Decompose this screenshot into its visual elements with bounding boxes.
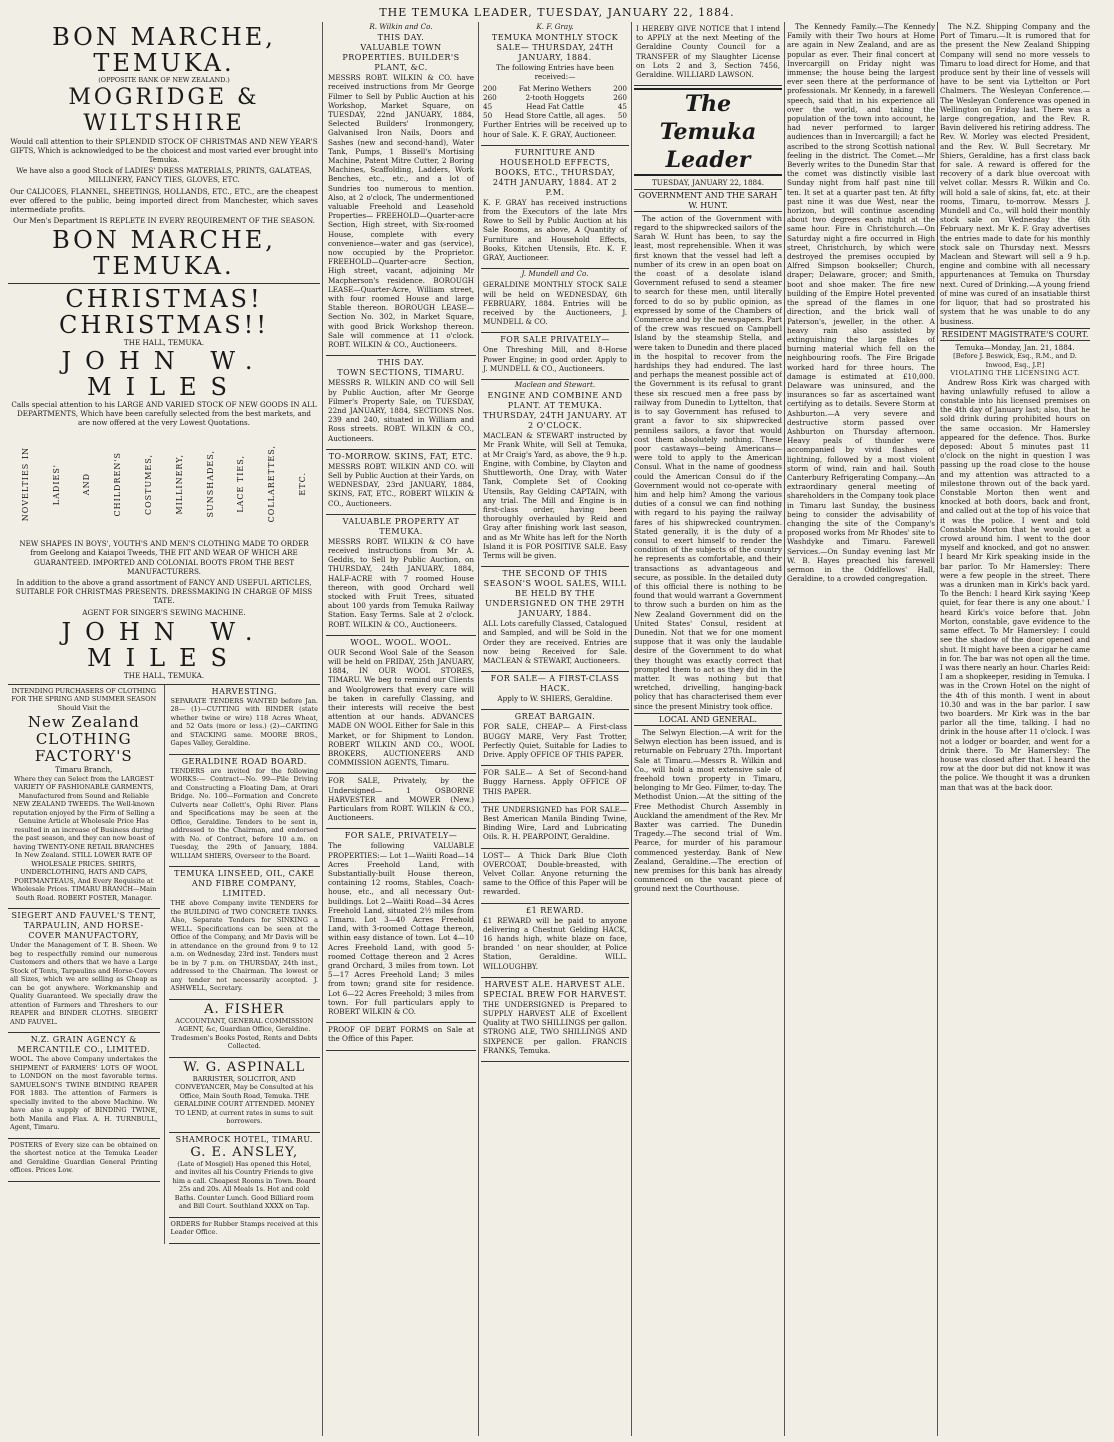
ad-title: THIS DAY. [377,33,425,43]
ad-title: New Zealand CLOTHING FACTORY'S [27,713,140,766]
ad-title: TEMUKA MONTHLY STOCK SALE— THURSDAY, 24TH JANUARY, 1884. [491,33,619,63]
ad-text: BARRISTER, SOLICITOR, AND CONVEYANCER, May be Consulted at his Office, Main South Road, Temuka. THE GERALDINE COURT ATTENDED. MONEY TO LEND, at current rates in sums to suit borrowers. [174,1074,315,1126]
column-4 [634,22,782,1436]
stock-row [483,102,627,111]
ad-text: NEW SHAPES IN BOYS', YOUTH'S AND MEN'S CLOTHING MADE TO ORDER from Geelong and Kaiapoi Tweeds, THE FIT AND WEAR OF WHICH ARE GUARANTEED. IMPORTED AND COLONIAL BOOTS FROM THE BEST MANUFACTURERS. [19,539,309,576]
ad-text: We have also a good Stock of LADIES' DRESS MATERIALS, PRINTS, GALATEAS, MILLINERY, FANCY TIES, GLOVES, ETC. [16,166,312,185]
proof-ad [326,1023,476,1050]
linseed-ad [169,867,321,1000]
ad-title: JOHN W. MILES [61,346,267,401]
ad-text: I HEREBY GIVE NOTICE that I intend to APPLY at the next Meeting of the Geraldine County Council for a TRANSFER of my Slaughter License on Lots 2 and 3, Section 7456, Geraldine. WILLIARD LAWSON. [636,24,780,80]
ad-text: Where they can Select from the LARGEST VARIETY OF FASHIONABLE GARMENTS, Manufactured from Sound and Reliable NEW ZEALAND TWEEDS. The Well-known reputation enjoyed by the Firm of Selling a Genuine Article at Wholesale Price Has resulted in an increase of Business during the past season, and they can now boast of having TWENTY-ONE RETAIL BRANCHES In New Zealand. STILL LOWER RATE OF WHOLESALE PRICES. SHIRTS, UNDERCLOTHING, HATS AND CAPS, PORTMANTEAUS, And Every Requisite at Wholesale Prices. TIMARU BRANCH—Main South Road. ROBERT FOSTER, Manager. [11,774,157,902]
stock-desc: Head Fat Cattle [526,102,584,112]
ad-title: TEMUKA LINSEED, OIL, CAKE AND FIBRE COMPANY, LIMITED. [174,869,315,899]
stock-count: 260 [613,92,627,102]
stock-count: 50 [483,111,493,121]
ad-title: FURNITURE AND HOUSEHOLD EFFECTS, BOOKS, ETC., THURSDAY, 24TH JANUARY, 1884. AT 2 P.M. [492,147,618,197]
newspaper-flag: The Temuka Leader [634,88,782,176]
vertical-item: ETC. [297,472,307,496]
ad-title: BON MARCHE, TEMUKA. [52,226,276,281]
ad-text: POSTERS of Every size can be obtained on the shortest notice at the Temuka Leader and Geraldine Guardian General Printing offices. Prices Low. [10,1140,158,1175]
valuable-property-ad [326,515,476,636]
ad-title: FOR SALE— A FIRST-CLASS HACK. [490,674,620,694]
column-rule [631,22,632,1436]
ad-subtitle: SPECIAL BREW FOR HARVEST. [483,989,627,999]
article-body: The Kennedy Family.—The Kennedy Family with their Two hours at Home are again in New Zealand, and are as popular as ever. Their final concert at Invercargill on Friday night was immense; the house being the largest ever seen there at the performance of professionals. Mr Kennedy, in a farewell speech, said that in his experience all over the world, and taking the population of the town into account, he had never performed to larger audiences than in Invercargill; a fact he ascribed to the strong Scottish national feeling in the district. The Comet.—Mr Beverly writes to the Dunedin Star that the comet was distinctly visible last Sunday night from half past nine till ten. It set at a quarter past ten. At fifty past nine it was due West, near the horizon, but will continue ascending about two degrees each night at the same hour. Fire in Christchurch.—On Saturday night a fire occurred in High street, Christchurch, by which were destroyed the premises occupied by Alfred Simpson bookseller; Church, draper; Delaware, grocer; and Smith, boot and shoe maker. The fire new building of the Empire Hotel prevented the spread of the flames in one direction, and the brick wall of Paterson's, jeweller, in the other. A heavy rain also assisted by extinguishing the large flakes of burning material which fell on the neighbouring roofs. The Fire Brigade worked hard for three hours. The damage is estimated at £10,000. Delaware was uninsured, and the insurances so far as ascertained want certifying as to details. Severe Storm at Ashburton.—A very severe and destructive storm passed over Ashburton on Thursday afternoon. Heavy peals of thunder were accompanied by vivid flashes of lightning, followed by a most violent storm of wind, rain and hail. South Canterbury Refrigerating Company.—An extraordinary general meeting of shareholders in the Company took place in Timaru last Sunday, the business being to consider the advisability of changing the site of the Company's proposed works from Mr Rhodes' site to Washdyke and Timaru. Farewell Services.—On Sunday evening last Mr W. B. Hayes preached his farewell sermon in the Oddfellows' Hall, Geraldine, to a crowded congregation. [787,22,935,584]
road-board-ad [169,755,321,868]
ad-text: MESSRS ROBT. WILKIN & CO have received instructions from Mr A. Geddis, to Sell by Public Auction, on THURSDAY, 24th JANUARY, 1884, HALF-ACRE with 7 roomed House thereon, with good Orchard well stocked with Fruit Trees, situated about 100 yards from Temuka Railway Station. Easy Terms. Sale at 2 o'clock. ROBT. WILKIN & CO., Auctioneers. [328,536,474,629]
vertical-item: CHILDREN'S [113,451,123,517]
ad-text: ALL Lots carefully Classed, Catalogued and Sampled, and will be Sold in the Order they are received. Entries are now being Received for Sale. MACLEAN & STEWART, Auctioneers. [483,619,627,665]
column-2 [326,22,476,1436]
ad-title: THE SECOND OF THIS SEASON'S WOOL SALES, WILL BE HELD BY THE UNDERSIGNED ON THE 29TH JANUARY, 1884. [483,569,627,619]
aspinall-ad [169,1058,321,1133]
ad-text: K. F. GRAY has received instructions from the Executors of the late Mrs Rowe to Sell by Public Auction at his Sale Rooms, as above, A Quantity of Furniture and Household Effects, Books, Kitchen Utensils, Etc. K. F. GRAY, Auctioneer. [483,197,627,263]
harness-ad [481,766,629,803]
ad-text: Would call attention to their SPLENDID STOCK OF CHRISTMAS AND NEW YEAR'S GIFTS, Which is acknowledged to be the choicest and most varied ever brought into Temuka. [10,136,318,164]
ad-text: THE UNDERSIGNED is Prepared to SUPPLY HARVEST ALE of Excellent Quality at TWO SHILLINGS per gallon. STRONG ALE, TWO SHILLINGS AND SIXPENCE per gallon. FRANCIS FRANKS, Temuka. [483,999,627,1055]
vertical-item: COLLARETTES, [267,445,277,523]
column-rule [322,22,323,1436]
section-head: R. Wilkin and Co. [369,22,433,31]
ad-text: Our Men's Department IS REPLETE IN EVERY REQUIREMENT OF THE SEASON. [13,216,315,226]
stock-count: 200 [483,83,497,93]
ad-text: Calls special attention to his LARGE AND VARIED STOCK OF NEW GOODS IN ALL DEPARTMENTS, Which have been carefully selected from the best markets, and are now offered at the very Lowest Quotations. [11,399,317,427]
vertical-item: COSTUMES, [143,453,153,515]
column-rule [937,22,938,1436]
article-body: The N.Z. Shipping Company and the Port of Timaru.—It is rumored that for the present the New Zealand Shipping Company will send no more vessels to Timaru to load direct for Home, and that produce sent by their line of vessels will have to be sent via Lyttelton or Port Chalmers. The Wesleyan Conference.—The Wesleyan Conference was opened in Wellington on Friday last. There was a large congregation, and the Rev. R. Bavin delivered his retiring address. The Rev. W. Morley was elected President, and the Rev. W. Bull Secretary. Mr Shiers, Geraldine, has a first class back for sale. A reward is offered for the recovery of a dark blue overcoat with velvet collar. Messrs R. Wilkin and Co. will hold a sale of skins, fat, etc. at their rooms, Timaru, to-morrow. Messrs J. Mundell and Co., will hold their monthly stock sale on Wednesday the 6th February next. Mr K. F. Gray advertises the entries made to date for his monthly stock sale on Thursday next. Messrs Maclean and Stewart will sell a 9 h.p. engine and combine with all necessary appurtenances at Temuka on Thursday next. Cured of Drinking.—A young friend of mine was cured of an insatiable thirst for liquor, that had so prostrated his system that he was unable to do any business. [940,22,1090,326]
ad-text: LOST— A Thick Dark Blue Cloth OVERCOAT, Double-breasted, with Velvet Collar. Anyone returning the same to the Office of this Paper will be rewarded. [483,850,627,897]
column-1b [165,685,321,1244]
fisher-ad [169,1000,321,1058]
ad-subtitle: G. E. ANSLEY, [190,1144,299,1160]
ad-text: OUR Second Wool Sale of the Season will be held on FRIDAY, 25th JANUARY, 1884, IN OUR WOOL STORES, TIMARU. We beg to remind our Clients and Woolgrowers that every care will be taken in carefully Classing, and their interests will receive the best attention at our hands. ADVANCES MADE ON WOOL Either for Sale in this Market, or for Shipment to London. ROBERT WILKIN AND CO., WOOL BROKERS, AUCTIONEERS AND COMMISSION AGENTS, Timaru. [328,647,474,768]
column-6 [940,22,1090,1436]
section-head: K. F. Gray. [536,22,574,31]
vertical-list [10,429,318,539]
ad-title: ENGINE AND COMBINE AND PLANT. AT TEMUKA. THURSDAY, 24TH JANUARY. AT 2 O'CLOCK. [483,391,627,431]
ad-title: A. FISHER [204,1001,285,1017]
ad-text: THE above Company invite TENDERS for the BUILDING of TWO CONCRETE TANKS. Also, Separate Tenders for SINKING a WELL. Specifications can be seen at the Office of the Company, and Mr Davis will be in attendance on the ground from 9 to 12 a.m. on Wednesday, 23rd inst. Tenders must be in by 7 p.m. on THURSDAY, 24th inst., addressed to the Chairman. The lowest or any tender not necessarily accepted. J. ASHWELL, Secretary. [170,899,318,993]
ad-title: HARVEST ALE. HARVEST ALE. [484,979,626,989]
ad-text: Our CALICOES, FLANNEL, SHEETINGS, HOLLANDS, ETC., ETC., are the cheapest ever offered to the public, being imported direct from Manchester, which saves intermediate profits. [10,186,318,214]
ad-title: VALUABLE PROPERTY AT TEMUKA. [342,516,460,536]
ad-text: MESSRS R. WILKIN AND CO will Sell by Public Auction, after Mr George Filmer's Property Sale, on TUESDAY, 22nd JANUARY, 1884, SECTIONS Nos. 239 and 240, situated in William and Ross streets. ROBT. WILKIN & CO., Auctioneers. [328,378,474,443]
column-1a [8,685,165,1244]
engine-ad [481,389,629,567]
court-subtitle: VIOLATING THE LICENSING ACT. [950,369,1080,378]
ad-text: (Late of Mosgiel) Has opened this Hotel, and invites all his Country Friends to give him a call. Cheapest Rooms in Town. Board 25s and 20s. All Meals 1s. Hot and cold Baths. Counter Lunch. Good Billiard room and Bill Court. Southland XXXX on Tap. [172,1159,316,1211]
reward-ad [481,904,629,978]
bargain-ad [481,710,629,766]
article-body: Andrew Ross Kirk was charged with having unlawfully refused to allow a constable into his licensed premises on the 4th day of January last; also, that he sold drink during prohibited hours on the same occasion. Mr Hamersley appeared for the defence. Thos. Burke deposed: About 5 minutes past 11 o'clock on the night in question I was passing up the road close to the house and my attention was attracted to a milestone thrown out of the back yard. Constable Morton then went and knocked at both doors, back and front, and called out at the top of his voice that it was the police. I went and told Constable Morton that he would get a crowd around him. I went to the door myself and knocked, and got no answer. I heard Mr Kirk speaking inside in the bar parlor. To Mr Hamersley: There were a few people in the street. There was a drunken man in Kirk's back yard. To the Bench: I heard Kirk saying 'Keep quiet, for fear there is any one about.' I heard Kirk's voice before that. John Morton, constable, gave evidence to the same effect. To Mr Hamersley: I could see the shadow of the door opened and shut. It might have been a cigar he came in for. The bar was not open all the time. I was there nearly an hour. Charles Reid: I am a shopkeeper, residing in Temuka. I was in the Crown Hotel on the night of the 4th of this month. I went in about 10.30 and was in the bar parlor. I saw two boarders. Mr Kirk was in the bar parlor all the time, talking. I had no drink in the house after 11 o'clock. I was not a lodger or boarder, and went for a drink there. To Mr Hamersley: The house was closed after that. I heard the row at the door but did not know it was the police. We thought it was a drunken man that was at the back door. [940,377,1090,792]
ad-text: TENDERS are invited for the following WORKS:— Contract—No. 99—Pile Driving and Constructing a Floating Dam, at Orari Bridge. No. 100—Formation and Concrete Culverts near Collett's, Ophi River. Plans and Specifications may be seen at the Office, Geraldine. Tenders to be sent in, addressed to the Chairman, and endorsed with No. of Contract, before 10 a.m. on Tuesday, the 29th of January, 1884. WILLIAM SHIERS, Overseer to the Board. [170,766,318,860]
ad-text: GERALDINE MONTHLY STOCK SALE will be held on WEDNESDAY, 6th FEBRUARY, 1884. Entries will be received by the Auctioneers, J. MUNDELL & CO. [483,280,627,327]
mundell-ad [481,278,629,333]
ad-text: PROOF OF DEBT FORMS on Sale at the Office of this Paper. [328,1025,474,1044]
ad-text: MESSRS ROBT. WILKIN & CO. have received instructions from Mr George Filmer to Sell by Public Auction at his Workshop, Market Square, on TUESDAY, 22nd JANUARY, 1884, Selected Builders' Ironmongery, Galvanised Iron Nails, Doors and Sashes (new and second-hand), Water Tank, Pumps, 1 Bissell's Mortising Machine, Patent Mitre Cutter, 2 Boring Machines, Scaffolding, Ladders, Work Benches, etc., etc., and a lot of Sundries too numerous to mention. Also, at 2 o'clock, The undermentioned valuable Freehold and Leasehold Properties— FREEHOLD—Quarter-acre Section, High street, with Six-roomed House, complete with every convenience—water and gas (service), now occupied by the Proprietor. FREEHOLD—Quarter-acre Section, High street, vacant, adjoining Mr Macpherson's residence. BOROUGH LEASE—Quarter-Acre, William street, with four roomed House and large Stable thereon. BOROUGH LEASE—Section No. 302, in Market Square, with good Brick Workshop thereon. Sale will commence at 11 o'clock. ROBT. WILKIN & CO., Auctioneers. [328,73,474,350]
ad-title: SIEGERT AND FAUVEL'S TENT, TARPAULIN, AND HORSE-COVER MANUFACTORY, [11,911,157,941]
column-rule [784,22,785,1436]
notice-ad [634,22,782,86]
ad-text: MACLEAN & STEWART instructed by Mr Frank White, will Sell at Temuka, at Mr Craig's Yard, as above, the 9 h.p. Engine, with Combine, by Clayton and Shuttleworth, One Dray, with Water Tank, Complete Set of Cooking Utensils, Ray Gelding CAPTAIN, with any trial. The Mill and Engine is in first-class order, having been thoroughly overhauled by Reid and Gray after finishing work last season, and as Mr White has left for the North Island it is FOR POSITIVE SALE. Easy Terms will be given. [483,431,627,560]
siegert-ad [8,909,160,1033]
ad-title: N.Z. GRAIN AGENCY & MERCANTILE CO., LIMITED. [17,1035,151,1055]
ad-title: FOR SALE PRIVATELY— [500,335,610,345]
stock-desc: Fat Merino Wethers [518,83,592,93]
ad-text: ACCOUNTANT, GENERAL COMMISSION AGENT, &c, Guardian Office, Geraldine. Tradesmen's Books Posted, Rents and Debts Collected. [171,1016,318,1051]
ad-title: W. G. ASPINALL [183,1059,306,1075]
court-bench: [Before J. Beswick, Esq., R.M., and D. Inwood, Esq., J.P.] [953,352,1077,369]
stock-count: 260 [483,92,497,102]
grain-agency-ad [8,1033,160,1139]
ad-text: SEPARATE TENDERS WANTED before Jan. 28— (1)—CUTTING with BINDER (state whether twine or wire) 118 Acres Wheat, and 52 Oats (more or less.) (2)—CARTING and STACKING same. MOORE BROS., Gapes Valley, Geraldine. [170,696,318,748]
harvesting-ad [169,685,321,755]
ad-title: BON MARCHE, TEMUKA. [52,23,276,77]
ad-text: One Threshing Mill, and 8-Horse Power Engine; in good order. Apply to J. MUNDELL & CO., Auctioneers. [483,345,627,373]
ad-text: The following Entries have been received:— [496,63,614,82]
ad-text: FOR SALE, Privately, by the Undersigned— 1 OSBORNE HARVESTER and MOWER (New.) Particulars from ROBT. WILKIN & CO., Auctioneers. [328,776,474,823]
ad-text: THE UNDERSIGNED has FOR SALE— Best American Manila Binding Twine, Binding Wire, Lard and Lubricating Oils. R. H. PEARPOINT, Geraldine. [483,804,627,842]
ad-text: FOR SALE, CHEAP— A First-class BUGGY MARE, Very Fast Trotter, Perfectly Quiet, Suitable for Ladies to Drive. Apply OFFICE OF THIS PAPER. [483,722,627,759]
ad-title: HARVESTING. [211,686,277,696]
binding-ad [481,803,629,849]
stock-count: 200 [613,83,627,93]
vertical-item: AND [82,473,92,496]
ad-subtitle: (OPPOSITE BANK OF NEW ZEALAND.) [98,76,230,84]
ad-title: MOGRIDGE & WILTSHIRE [68,84,260,136]
issue-date: TUESDAY, JANUARY 22, 1884. [652,178,764,188]
clothing-factory-ad [8,685,160,909]
john-miles-ad [8,284,320,685]
ad-text: Further Entries will be received up to hour of Sale. K. F. GRAY, Auctioneer. [483,120,627,139]
stock-row [483,84,627,93]
ad-text: The following VALUABLE PROPERTIES:— Lot 1—Waiiti Road—14 Acres Freehold Land, with Substantially-built House thereon, containing 12 rooms, Stables, Coach-house, etc., and all necessary Out-buildings. Lot 2—Waiiti Road—34 Acres Freehold Land, situated 2½ miles from Timaru. Lot 3—40 Acres Freehold Land, with 3-roomed Cottage thereon, within easy distance of town. Lot 4—10 Acres Freehold Land, with good 5-roomed Cottage thereon and 2 Acres grand Orchard, 3 miles from town. Lot 5—17 Acres Freehold Land; 3 miles from town; grand site for residence. Lot 6—22 Acres Freehold; 3 miles from town. For full particulars apply to ROBERT WILKIN & CO. [328,841,474,1017]
ad-text: WOOL. The above Company undertakes the SHIPMENT of FARMERS' LOTS OF WOOL to LONDON on the most favorable terms. SAMUELSON'S TWINE BINDING REAPER FOR 1883. The attention of Farmers is specially invited to the above Machine. We have also a supply of BINDING TWINE, both Manila and Flax. A. H. TURNBULL, Agent, Timaru. [10,1055,158,1132]
court-date: Temuka—Monday, Jan. 21, 1884. [955,342,1075,352]
page-masthead: THE TEMUKA LEADER, TUESDAY, JANUARY 22, 1884. [379,6,735,19]
article-body: The action of the Government with regard to the shipwrecked sailors of the Sarah W. Hunt has been, to say the least, most reprehensible. When it was first known that the vessel had left a number of its crew in an open boat on the coast of a desolate island Government refused to send a steamer to search for these men, until literally forced to do so by public opinion, as expressed by some of the Chambers of Commerce and by the newspapers. Part of the crew was rescued on Campbell Island by the steamship Stella, and were taken to Dunedin and there placed in the hospital to recover from the hardships they had endured. The last and perhaps the meanest possible act of the Government is its refusal to grant these six rescued men a free pass by railway from Dunedin to Lyttelton, that is to say Government has refused to grant a favor to six shipwrecked penniless sailors, a favor that would cost them absolutely nothing. These poor castaways—being Americans—were told to apply to the American Consul. What in the name of goodness could the American Consul do if the Government would not co-operate with him and help him? Among the various duties of a consul we can find nothing with regard to his paying the railway fares of his shipwrecked countrymen. Stated generally, it is the duty of a consul to exert himself to render the condition of the subjects of the country he represents as comfortable, and their transactions as advantageous and secure, as possible. In the detailed duty of this official there is nothing to be found that would warrant a Government to throw such a burden on him as the New Zealand Government did on the United States' Consul, resident at Dunedin. Not that we for one moment suppose that it was only the laudable desire of the Government to do what they thought was exactly correct that prompted them to act as they did in the matter. It was nothing but that wretched, drivelling, hanging-back policy that has characterised them ever since the present Ministry took office. [634,213,782,711]
wool-sale-ad [326,636,476,775]
vertical-item: NOVELTIES IN [20,447,30,522]
hack-ad [481,672,629,710]
vertical-item: MILLINERY, [174,453,184,515]
ad-text: £1 REWARD will be paid to anyone delivering a Chestnut Gelding HACK, 16 hands high, white blaze on face, branded ' on near shoulder, at Police Station, Geraldine. WILL. WILLOUGHBY. [483,915,627,971]
section-title: LOCAL AND GENERAL. [634,713,782,726]
ad-text: MESSRS ROBT. WILKIN AND CO. will Sell by Public Auction at their Yards, on WEDNESDAY, 23rd JANUARY, 1884, SKINS, FAT, ETC., ROBERT WILKIN & CO., Auctioneers. [328,461,474,508]
ad-subtitle: THE HALL, TEMUKA. [123,338,205,348]
furniture-ad [481,146,629,269]
ad-title: GREAT BARGAIN. [514,712,596,722]
ad-title: FOR SALE, PRIVATELY— [344,831,458,841]
town-sections-ad [326,356,476,449]
ad-title: VALUABLE TOWN PROPERTIES. BUILDER'S PLANT, &C. [342,43,460,73]
ad-title: THIS DAY. [377,358,425,368]
posters-ad [8,1139,160,1182]
article-body: The Selwyn Election.—A writ for the Selwyn election has been issued, and is returnable on February 27th. Important Sale at Timaru.—Messrs R. Wilkin and Co., will hold a most extensive sale of freehold town property in Timaru, belonging to Mr Geo. Filmer, to-day. The Methodist Union.—At the sitting of the Free Methodist Church Assembly in Auckland the amendment of the Rev. Mr Baxter was carried. The Dunedin Tragedy.—The second trial of Wm. Pearce, for murder of his paramour commenced yesterday. Bank of New Zealand, Geraldine.—The erection of new premises for this bank has already commenced on the vacant piece of ground next the Courthouse. [634,728,782,894]
section-head: Maclean and Stewart. [514,380,596,390]
vertical-item: LADIES' [51,463,61,505]
section-title: RESIDENT MAGISTRATE'S COURT. [940,328,1090,341]
column-1 [8,22,320,1436]
ad-title: CHRISTMAS! CHRISTMAS!! [59,285,269,340]
harvest-ale-ad [481,978,629,1062]
ad-title: SHAMROCK HOTEL, TIMARU. [175,1134,313,1144]
ad-title: WOOL. WOOL. WOOL. [350,637,452,647]
vertical-item: LACE TIES, [236,455,246,513]
bon-marche-ad [8,22,320,284]
article-title: GOVERNMENT AND THE SARAH W. HUNT. [634,189,782,211]
ad-text: Apply to W. SHIERS, Geraldine. [497,694,613,704]
ad-title: £1 REWARD. [526,905,584,915]
skins-ad [326,450,476,515]
column-3 [481,22,629,1436]
stock-row [483,93,627,102]
lost-ad [481,849,629,904]
orders-ad [169,1218,321,1244]
section-head: J. Mundell and Co. [521,269,589,279]
ad-subtitle: Timaru Branch, [55,765,113,775]
private-sale-ad [326,829,476,1023]
ad-title: TO-MORROW. SKINS, FAT, ETC. [328,451,474,461]
second-wool-ad [481,567,629,672]
ad-text: Under the Management of T. B. Sheen. We beg to respectfully remind our numerous Customers and others that we have a Large Stock of Tents, Tarpaulins and Horse-Covers all Sizes, which we are selling as Cheap as can be got anywhere. Workmanship and Quality Guaranteed. We specially draw the attention of Farmers and Threshers to our REAPER and BINDER CLOTHS. SIEGERT AND FAUVEL. [10,941,158,1026]
ad-text: AGENT FOR SINGER'S SEWING MACHINE. [82,607,246,617]
column-1-split [8,685,320,1244]
ad-text: ORDERS for Rubber Stamps received at this Leader Office. [170,1219,318,1237]
shamrock-ad [169,1133,321,1218]
ad-text: In addition to the above a grand assortment of FANCY AND USEFUL ARTICLES, SUITABLE FOR CHRISTMAS PRESENTS. DRESSMAKING IN CHARGE OF MISS TATE. [15,577,313,606]
ad-title: JOHN W. MILES [61,617,267,672]
stock-count: 45 [617,102,627,112]
town-properties-ad [326,31,476,356]
stock-sale-ad [481,31,629,146]
stock-desc: Head Store Cattle, all ages. [504,111,606,121]
threshing-ad [481,333,629,380]
ad-title: GERALDINE ROAD BOARD. [181,756,307,766]
ad-title: TOWN SECTIONS, TIMARU. [337,368,465,378]
harvester-ad [326,774,476,829]
stock-count: 45 [483,102,493,112]
ad-subtitle: THE HALL, TEMUKA. [123,670,205,680]
stock-desc: 2-tooth Hoggets [525,92,585,102]
stock-count: 50 [617,111,627,121]
column-5 [787,22,935,1436]
stock-row [483,111,627,120]
column-rule [478,22,479,1436]
ad-text: FOR SALE— A Set of Second-hand Buggy Harness. Apply OFFICE OF THIS PAPER. [483,768,627,796]
vertical-item: SUNSHADES, [205,450,215,518]
ad-text: INTENDING PURCHASERS OF CLOTHING FOR THE SPRING AND SUMMER SEASON Should Visit the [11,686,157,712]
